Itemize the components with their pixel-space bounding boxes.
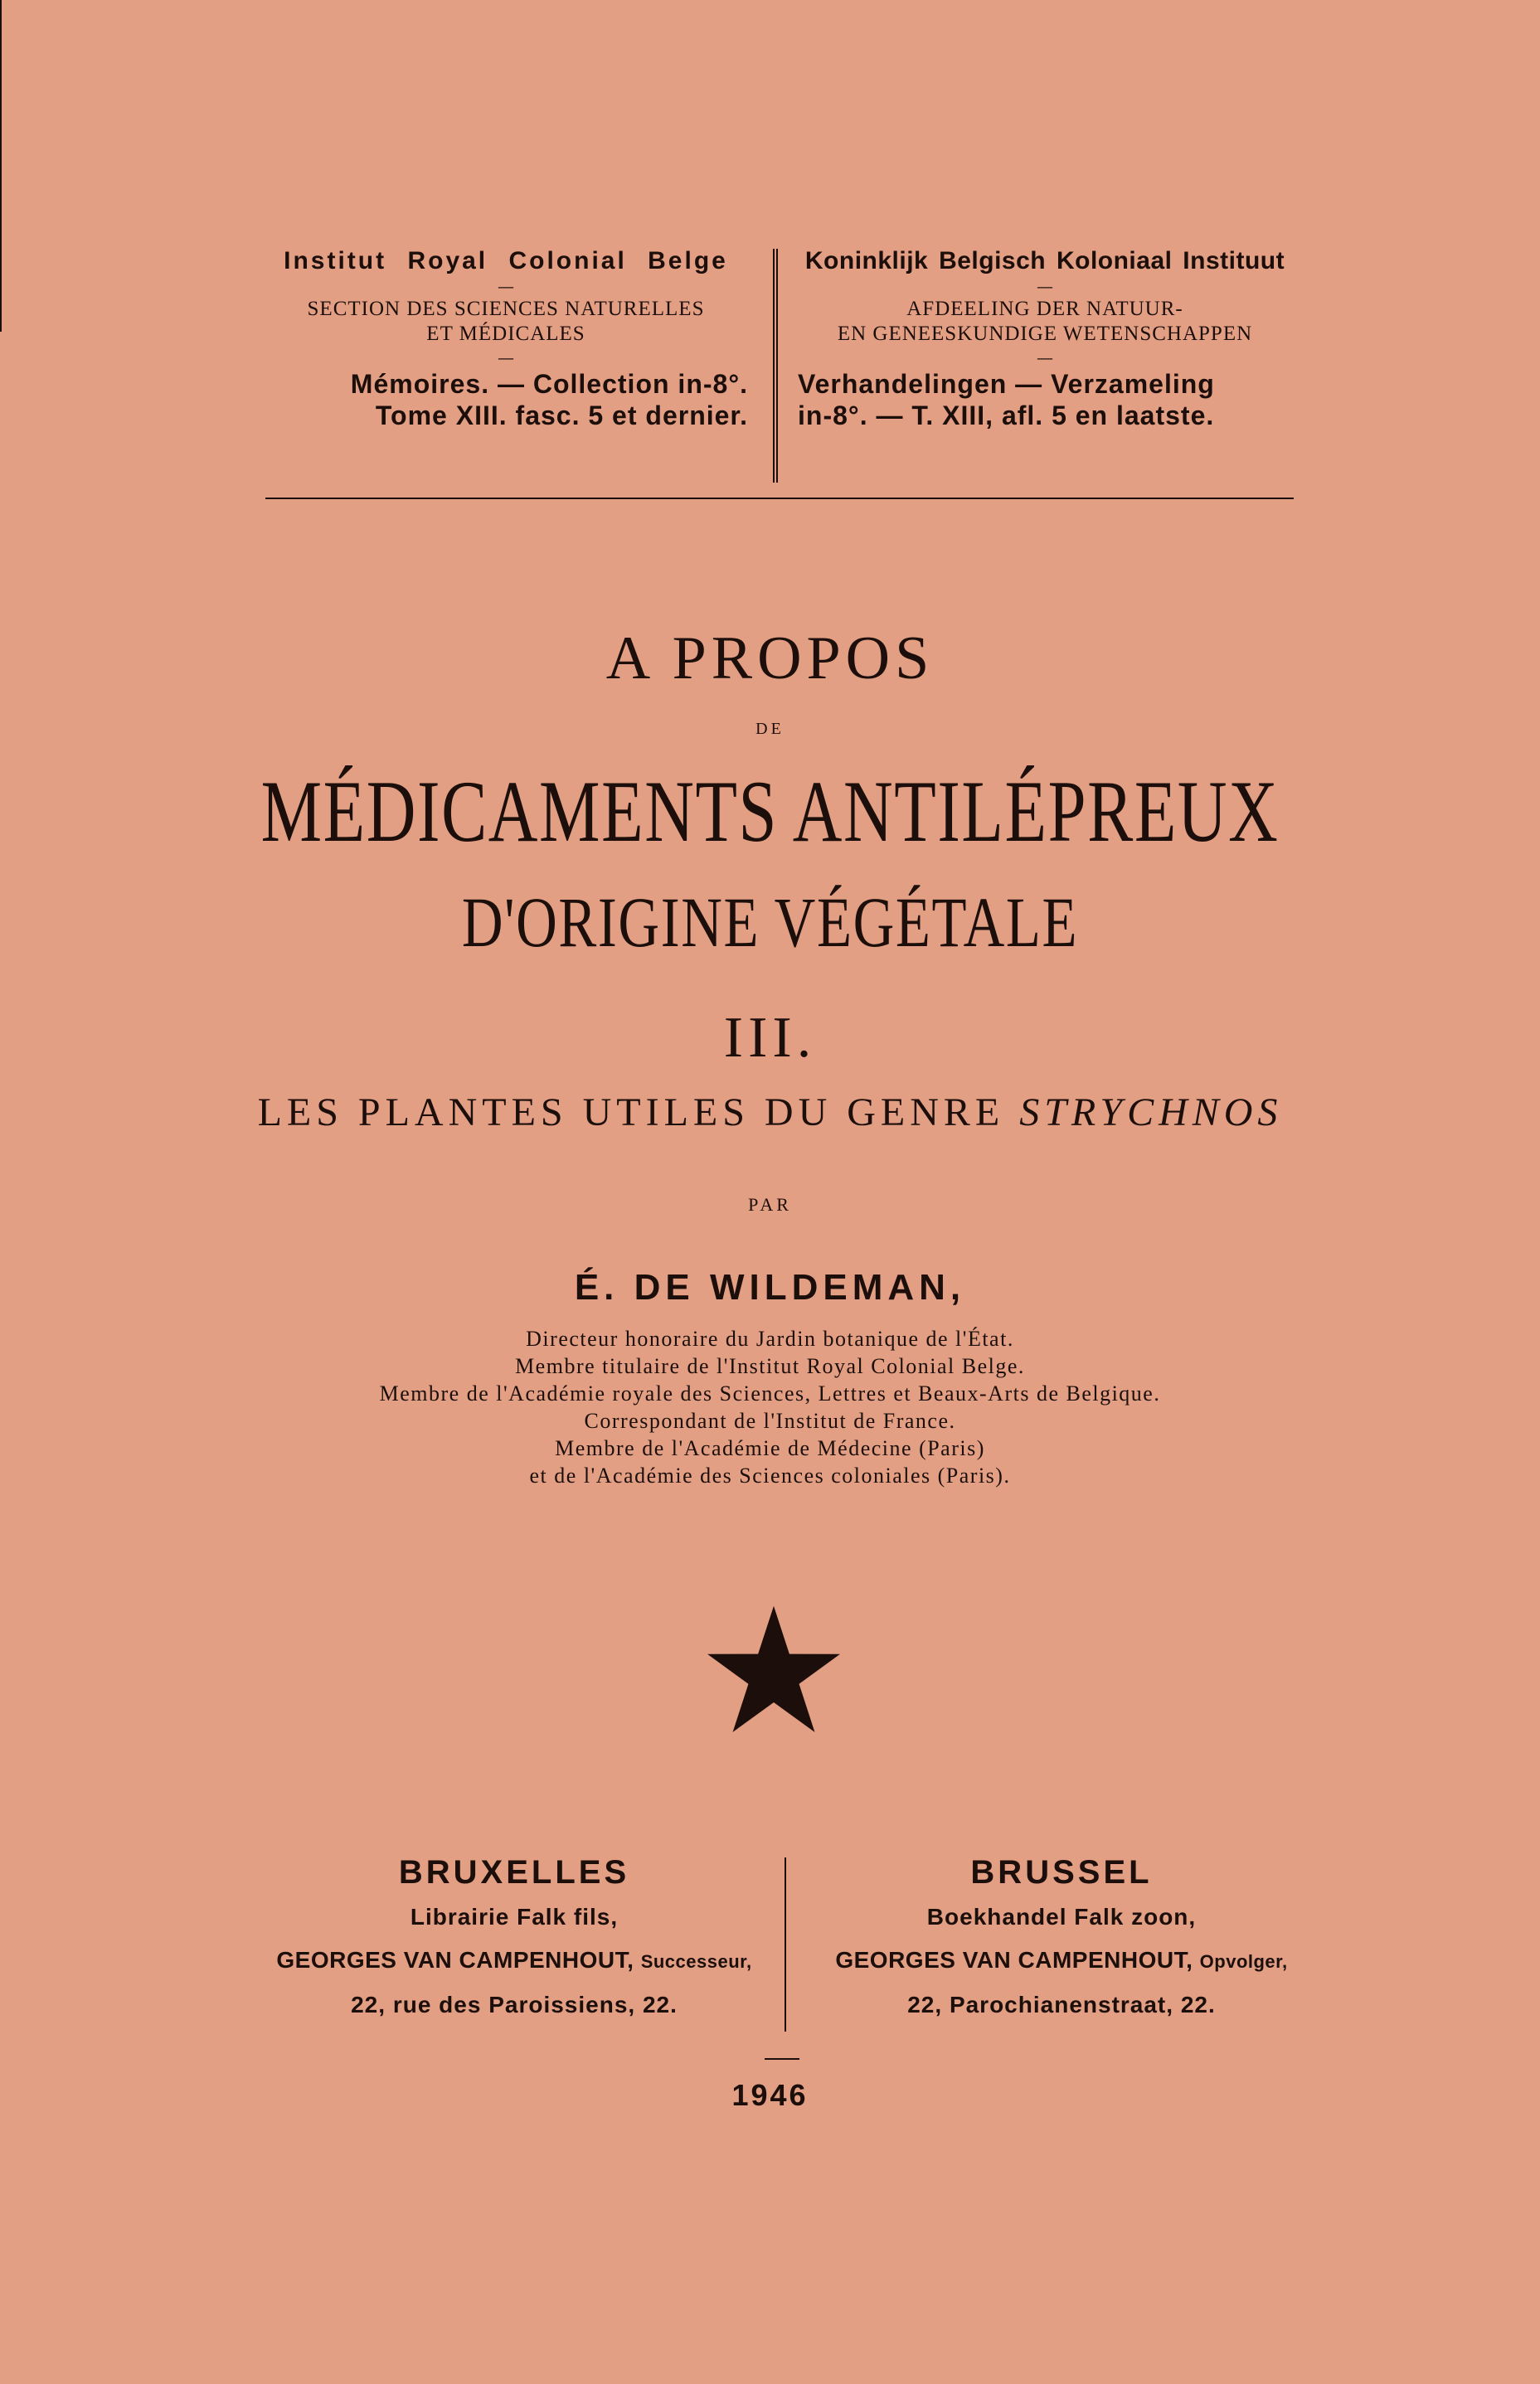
bookshop-fr: Librairie Falk fils, <box>410 1904 619 1930</box>
section-line-1-nl: AFDEELING DER NATUUR- <box>906 298 1183 320</box>
address-nl: 22, Parochianenstraat, 22. <box>907 1992 1216 2017</box>
header-column-divider <box>773 249 778 483</box>
subtitle-text: LES PLANTES UTILES DU GENRE <box>257 1090 1020 1134</box>
successor-role-nl: Opvolger, <box>1199 1951 1288 1972</box>
successor-nl <box>796 1939 1327 1983</box>
bookshop-nl: Boekhandel Falk zoon, <box>926 1904 1197 1930</box>
section-line-2-nl: EN GENEESKUNDIGE WETENSCHAPPEN <box>837 323 1253 345</box>
successor-name-fr: GEORGES VAN CAMPENHOUT, <box>276 1947 634 1973</box>
title-a-propos: A PROPOS <box>605 624 935 692</box>
author-title-line: et de l'Académie des Sciences coloniales (Paris). <box>529 1464 1011 1488</box>
publisher-french <box>249 1849 780 2027</box>
part-number: III. <box>723 1006 817 1070</box>
byline-par: PAR <box>748 1194 792 1215</box>
institution-name-nl: Koninklijk Belgisch Koloniaal Instituut <box>804 247 1285 274</box>
address-fr: 22, rue des Paroissiens, 22. <box>351 1992 678 2017</box>
header-french-column <box>249 247 763 431</box>
subtitle-genus: STRYCHNOS <box>1019 1090 1283 1134</box>
author-name: É. DE WILDEMAN, <box>574 1267 966 1308</box>
subtitle <box>0 1090 1540 1135</box>
section-line-2-fr: ET MÉDICALES <box>426 323 585 345</box>
main-title-line-1: MÉDICAMENTS ANTILÉPREUX <box>260 763 1280 860</box>
author-title-line: Membre de l'Académie royale des Sciences, Lettres et Beaux-Arts de Belgique. <box>379 1381 1161 1406</box>
year-separator-rule <box>765 2058 799 2060</box>
main-title-line-2: D'ORIGINE VÉGÉTALE <box>461 882 1079 962</box>
author-title-line: Directeur honoraire du Jardin botanique de l'État. <box>526 1327 1014 1351</box>
header-separator: — <box>1037 276 1053 296</box>
institute-header <box>249 247 1302 488</box>
scan-edge-line <box>0 0 2 332</box>
publisher-dutch <box>796 1849 1327 2027</box>
publisher-city-nl: BRUSSEL <box>970 1854 1153 1891</box>
successor-name-nl: GEORGES VAN CAMPENHOUT, <box>835 1947 1193 1973</box>
series-line-1-fr: Mémoires. — Collection in-8°. <box>350 369 748 399</box>
header-separator: — <box>498 276 514 296</box>
header-rule <box>265 498 1294 499</box>
publication-year: 1946 <box>731 2078 809 2112</box>
author-title-line: Membre titulaire de l'Institut Royal Colonial Belge. <box>515 1354 1025 1378</box>
series-line-2-fr: Tome XIII. fasc. 5 et dernier. <box>375 401 748 430</box>
publisher-column-divider <box>785 1857 786 2032</box>
author-title-line: Membre de l'Académie de Médecine (Paris) <box>555 1436 985 1460</box>
author-titles <box>0 1325 1540 1489</box>
section-line-1-fr: SECTION DES SCIENCES NATURELLES <box>307 298 705 320</box>
header-dutch-column <box>788 247 1302 431</box>
successor-role-fr: Successeur, <box>640 1951 752 1972</box>
header-separator: — <box>1037 347 1053 367</box>
series-line-1-nl: Verhandelingen — Verzameling <box>798 369 1215 399</box>
series-line-2-nl: in-8°. — T. XIII, afl. 5 en laatste. <box>798 401 1215 430</box>
institution-name-fr: Institut Royal Colonial Belge <box>284 247 728 274</box>
star-icon <box>707 1605 840 1734</box>
publisher-city-fr: BRUXELLES <box>398 1854 630 1891</box>
successor-fr <box>249 1939 780 1983</box>
author-title-line: Correspondant de l'Institut de France. <box>584 1409 956 1433</box>
header-separator: — <box>498 347 514 367</box>
title-de: DE <box>755 720 785 738</box>
